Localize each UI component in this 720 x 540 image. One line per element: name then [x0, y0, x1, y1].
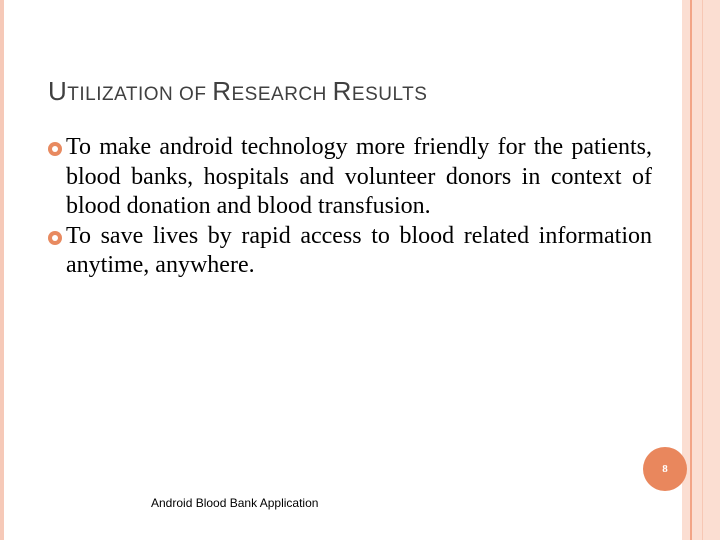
title-rest-2: ESEARCH — [231, 84, 333, 105]
bullet-text: To save lives by rapid access to blood related information anytime, anywhere. — [66, 222, 652, 278]
page-number: 8 — [662, 463, 668, 475]
title-rest-1: TILIZATION OF — [67, 84, 213, 105]
page-number-badge — [643, 447, 687, 491]
slide-title — [48, 76, 427, 107]
title-cap-2: R — [212, 76, 232, 106]
bullet-marker-icon — [48, 142, 62, 156]
right-border-band — [682, 0, 720, 540]
footer-text: Android Blood Bank Application — [151, 496, 319, 510]
title-rest-3: ESULTS — [351, 84, 428, 105]
right-border-line-thin — [702, 0, 703, 540]
bullet-marker-icon — [48, 231, 62, 245]
right-border-line — [690, 0, 692, 540]
bullet-item — [48, 133, 652, 222]
bullet-item — [48, 222, 652, 281]
left-border-stripe — [0, 0, 4, 540]
title-cap-1: U — [48, 76, 68, 106]
bullet-text: To make android technology more friendly for the patients, blood banks, hospitals and volunteer donors in context of blood donation and blood transfusion. — [66, 134, 652, 219]
bullet-list — [48, 133, 652, 281]
title-cap-3: R — [332, 76, 352, 106]
